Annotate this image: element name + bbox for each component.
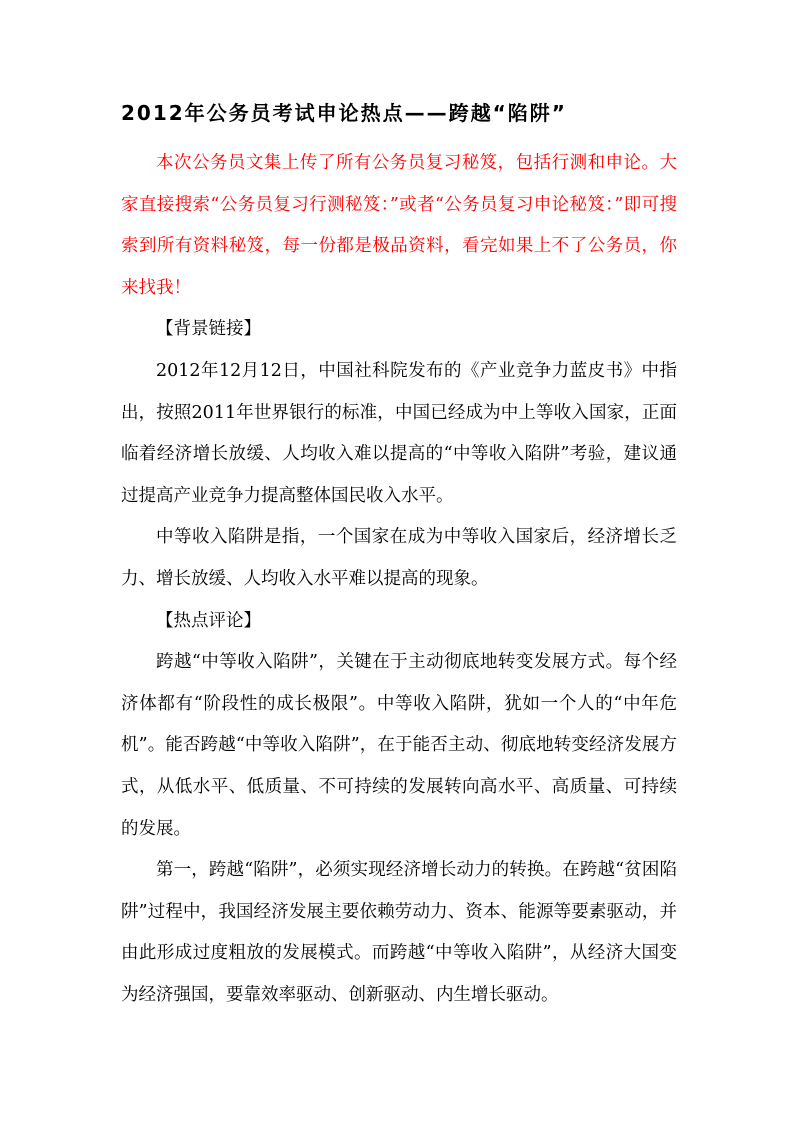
section-heading-comment: 【热点评论】 bbox=[156, 610, 261, 631]
notice-paragraph: 本次公务员文集上传了所有公务员复习秘笈，包括行测和申论。大家直接搜索“公务员复习行测秘笈：”或者“公务员复习申论秘笈：”即可搜索到所有资料秘笈，每一份都是极品资料，看完如果上不了公务员，你来找我！ bbox=[121, 153, 677, 298]
body-paragraph: 中等收入陷阱是指，一个国家在成为中等收入国家后，经济增长乏力、增长放缓、人均收入水平难以提高的现象。 bbox=[121, 527, 677, 589]
document-body bbox=[121, 143, 677, 1016]
body-paragraph: 第一，跨越“陷阱”，必须实现经济增长动力的转换。在跨越“贫困陷阱”过程中，我国经济发展主要依赖劳动力、资本、能源等要素驱动，并由此形成过度粗放的发展模式。而跨越“中等收入陷阱”，从经济大国变为经济强国，要靠效率驱动、创新驱动、内生增长驱动。 bbox=[121, 860, 677, 1005]
body-paragraph: 2012年12月12日，中国社科院发布的《产业竞争力蓝皮书》中指出，按照2011年世界银行的标准，中国已经成为中上等收入国家，正面临着经济增长放缓、人均收入难以提高的“中等收入陷阱”考验，建议通过提高产业竞争力提高整体国民收入水平。 bbox=[121, 360, 677, 506]
body-paragraph: 跨越“中等收入陷阱”，关键在于主动彻底地转变发展方式。每个经济体都有“阶段性的成长极限”。中等收入陷阱，犹如一个人的“中年危机”。能否跨越“中等收入陷阱”，在于能否主动、彻底地转变经济发展方式，从低水平、低质量、不可持续的发展转向高水平、高质量、可持续的发展。 bbox=[121, 652, 677, 839]
page-title: 2012年公务员考试申论热点——跨越“陷阱” bbox=[121, 101, 567, 125]
section-heading-background: 【背景链接】 bbox=[156, 319, 261, 340]
